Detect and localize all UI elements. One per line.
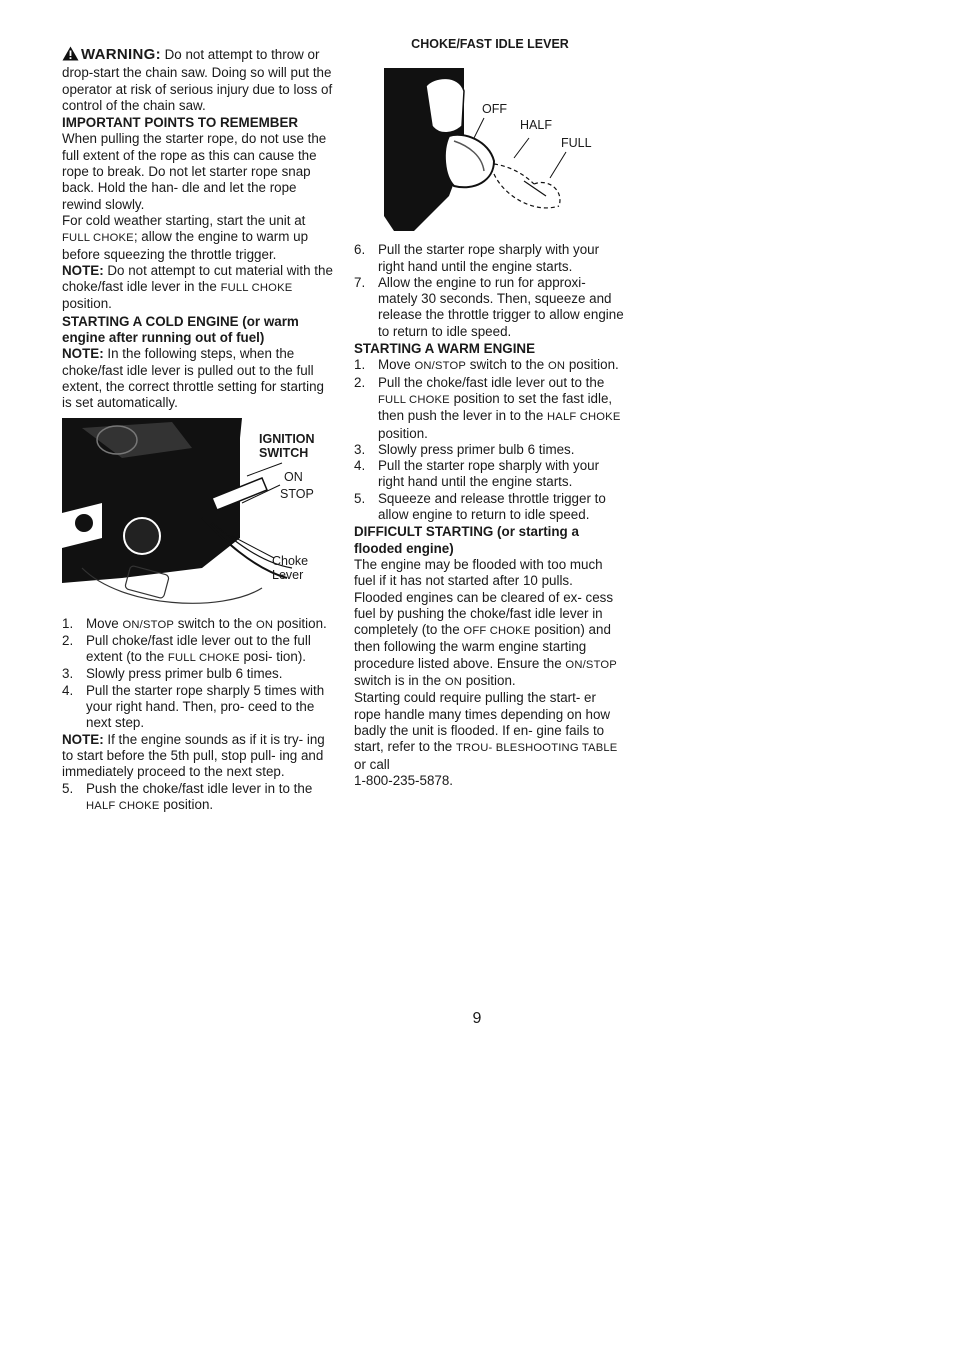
list-item xyxy=(62,633,334,667)
step-number: 4. xyxy=(62,682,74,698)
step-text: switch to the xyxy=(469,357,545,373)
step-text: position. xyxy=(163,796,214,812)
list-item xyxy=(62,666,334,682)
half-choke-term: HALF CHOKE xyxy=(547,411,621,424)
half-label: HALF xyxy=(520,118,552,133)
ignition-switch-figure xyxy=(62,418,334,616)
step-text: Allow the engine to run for approxi- mately 30 seconds. Then, squeeze and release the throttle trigger to allow engine to return to idle speed. xyxy=(378,274,624,339)
note-material xyxy=(62,263,334,313)
important-heading: IMPORTANT POINTS TO REMEMBER xyxy=(62,115,299,131)
list-item xyxy=(354,275,626,340)
list-item xyxy=(62,683,334,732)
difficult-text-d: position. xyxy=(465,673,516,689)
troubleshooting-table-term: TROU- BLESHOOTING TABLE xyxy=(455,742,618,755)
on-stop-term: ON/STOP xyxy=(565,658,617,671)
choke-figure-title: CHOKE/FAST IDLE LEVER xyxy=(411,37,569,51)
choke-lever-figure xyxy=(354,56,626,236)
off-choke-term: OFF CHOKE xyxy=(463,625,531,638)
list-item xyxy=(354,375,626,442)
step-number: 3. xyxy=(354,441,366,457)
warning-text: Do not attempt to throw or drop-start the chain saw. Doing so will put the operator at risk of serious injury due to loss of control of the chain saw. xyxy=(62,47,333,113)
difficult-starting-heading: DIFFICULT STARTING (or starting a flooded engine) xyxy=(354,524,579,556)
choke-label-line2: Lever xyxy=(272,567,304,582)
step-number: 1. xyxy=(62,615,74,631)
difficult-paragraph-3 xyxy=(354,690,626,789)
full-label: FULL xyxy=(561,136,592,151)
step-number: 6. xyxy=(354,242,366,258)
difficult-text-b: position) and then following the warm engine starting procedure listed above. Ensure the xyxy=(354,622,611,671)
cold-weather-text xyxy=(62,213,334,263)
on-stop-term: ON/STOP xyxy=(414,360,467,373)
ignition-label-line2: SWITCH xyxy=(259,445,309,460)
cold-start-steps-cont xyxy=(62,781,334,815)
cold-start-steps-right xyxy=(354,242,626,340)
note-fifth-pull-text: If the engine sounds as if it is try- ing to start before the 5th pull, stop pull- ing and immediately proceed to the next step. xyxy=(62,731,325,780)
on-term: ON xyxy=(444,676,462,689)
cold-weather-text-a: For cold weather starting, start the unit at xyxy=(62,212,306,228)
step-text: position. xyxy=(276,615,327,631)
on-term: ON xyxy=(255,618,274,631)
cold-engine-heading: STARTING A COLD ENGINE (or warm engine after running out of fuel) xyxy=(62,313,299,346)
step-number: 1. xyxy=(354,357,366,373)
step-text: Pull the starter rope sharply with your right hand until the engine starts. xyxy=(378,242,600,274)
list-item xyxy=(354,242,626,275)
right-column xyxy=(354,36,626,789)
off-label: OFF xyxy=(482,102,507,117)
warm-start-steps xyxy=(354,357,626,523)
choke-label-line1: Choke xyxy=(272,553,309,568)
step-text: Slowly press primer bulb 6 times. xyxy=(378,441,575,457)
difficult-paragraph-2 xyxy=(354,590,626,691)
warning-paragraph xyxy=(62,46,334,114)
difficult-text-a: Flooded engines can be cleared of ex- cess fuel by pushing the choke/fast idle lever in completely (to the xyxy=(354,589,614,638)
full-choke-term: FULL CHOKE xyxy=(378,393,450,406)
on-term: ON xyxy=(547,360,566,373)
step-text: position to set the fast idle, then push the lever in to the xyxy=(378,390,613,424)
cold-weather-text-b: ; allow the engine to warm up before squeezing the throttle trigger. xyxy=(62,229,309,262)
full-choke-term: FULL CHOKE xyxy=(220,282,293,295)
list-item xyxy=(62,616,334,633)
note-label: NOTE: xyxy=(62,731,104,747)
list-item xyxy=(354,491,626,524)
half-choke-term: HALF CHOKE xyxy=(86,799,160,812)
phone-number: 1-800-235-5878. xyxy=(354,772,454,788)
step-text: switch to the xyxy=(177,615,253,631)
note-material-text-a: Do not attempt to cut material with the choke/fast idle lever in the xyxy=(62,262,333,295)
on-stop-term: ON/STOP xyxy=(122,618,175,631)
step-text: Pull choke/fast idle lever out to the full extent (to the xyxy=(86,632,311,665)
difficult-paragraph-1: The engine may be flooded with too much fuel if it has not started after 10 pulls. xyxy=(354,556,603,589)
difficult-text-c: switch is in the xyxy=(354,673,442,689)
stop-label: STOP xyxy=(280,486,314,501)
list-item xyxy=(354,458,626,491)
on-label: ON xyxy=(284,469,303,484)
step-number: 5. xyxy=(62,780,74,796)
step-text: position. xyxy=(378,425,428,441)
cold-start-steps xyxy=(62,616,334,732)
warning-triangle-icon xyxy=(62,46,79,65)
note-label: NOTE: xyxy=(62,346,104,362)
step-text: Squeeze and release throttle trigger to allow engine to return to idle speed. xyxy=(378,490,606,523)
step-number: 4. xyxy=(354,458,366,474)
step-number: 2. xyxy=(354,374,366,390)
note-throttle-text: In the following steps, when the choke/fast idle lever is pulled out to the full extent, the correct throttle setting for starting is set automatically. xyxy=(62,346,324,411)
list-item xyxy=(354,357,626,374)
step-text: Move xyxy=(86,615,119,631)
step-text: Move xyxy=(378,357,411,373)
step-text: posi- tion). xyxy=(243,649,306,665)
warm-engine-heading: STARTING A WARM ENGINE xyxy=(354,341,536,357)
choke-lever-label xyxy=(272,554,308,582)
note-throttle xyxy=(62,346,334,411)
left-column xyxy=(62,46,334,814)
list-item xyxy=(354,442,626,458)
ignition-label-line1: IGNITION xyxy=(259,431,315,446)
page-number: 9 xyxy=(472,1010,482,1027)
important-text: When pulling the starter rope, do not use the full extent of the rope as this can cause the rope to break. Do not let starter rope snap back. Hold the han- dle and let the rope rewind slowly. xyxy=(62,131,327,212)
step-text: Pull the starter rope sharply 5 times with your right hand. Then, pro- ceed to the next step. xyxy=(86,682,325,731)
step-text: Slowly press primer bulb 6 times. xyxy=(86,666,283,682)
step-text: Push the choke/fast idle lever in to the xyxy=(86,780,313,796)
step-text: Pull the choke/fast idle lever out to the xyxy=(378,374,605,390)
step-number: 5. xyxy=(354,490,366,506)
warning-label: WARNING: xyxy=(81,46,161,63)
step-text: position. xyxy=(568,357,619,373)
difficult-text-b: or call xyxy=(354,756,390,772)
step-number: 2. xyxy=(62,632,74,648)
list-item xyxy=(62,781,334,815)
full-choke-term: FULL CHOKE xyxy=(167,652,240,665)
note-material-text-b: position. xyxy=(62,296,112,312)
difficult-text-a: Starting could require pulling the start- er rope handle many times depending on how badly the unit is flooded. If en- gine fails to start, refer to the xyxy=(354,690,611,755)
note-label: NOTE: xyxy=(62,262,104,278)
ignition-switch-label xyxy=(259,432,315,460)
note-fifth-pull xyxy=(62,732,334,781)
step-number: 3. xyxy=(62,666,74,682)
full-choke-term: FULL CHOKE xyxy=(62,232,134,245)
step-number: 7. xyxy=(354,274,366,290)
step-text: Pull the starter rope sharply with your right hand until the engine starts. xyxy=(378,458,600,490)
